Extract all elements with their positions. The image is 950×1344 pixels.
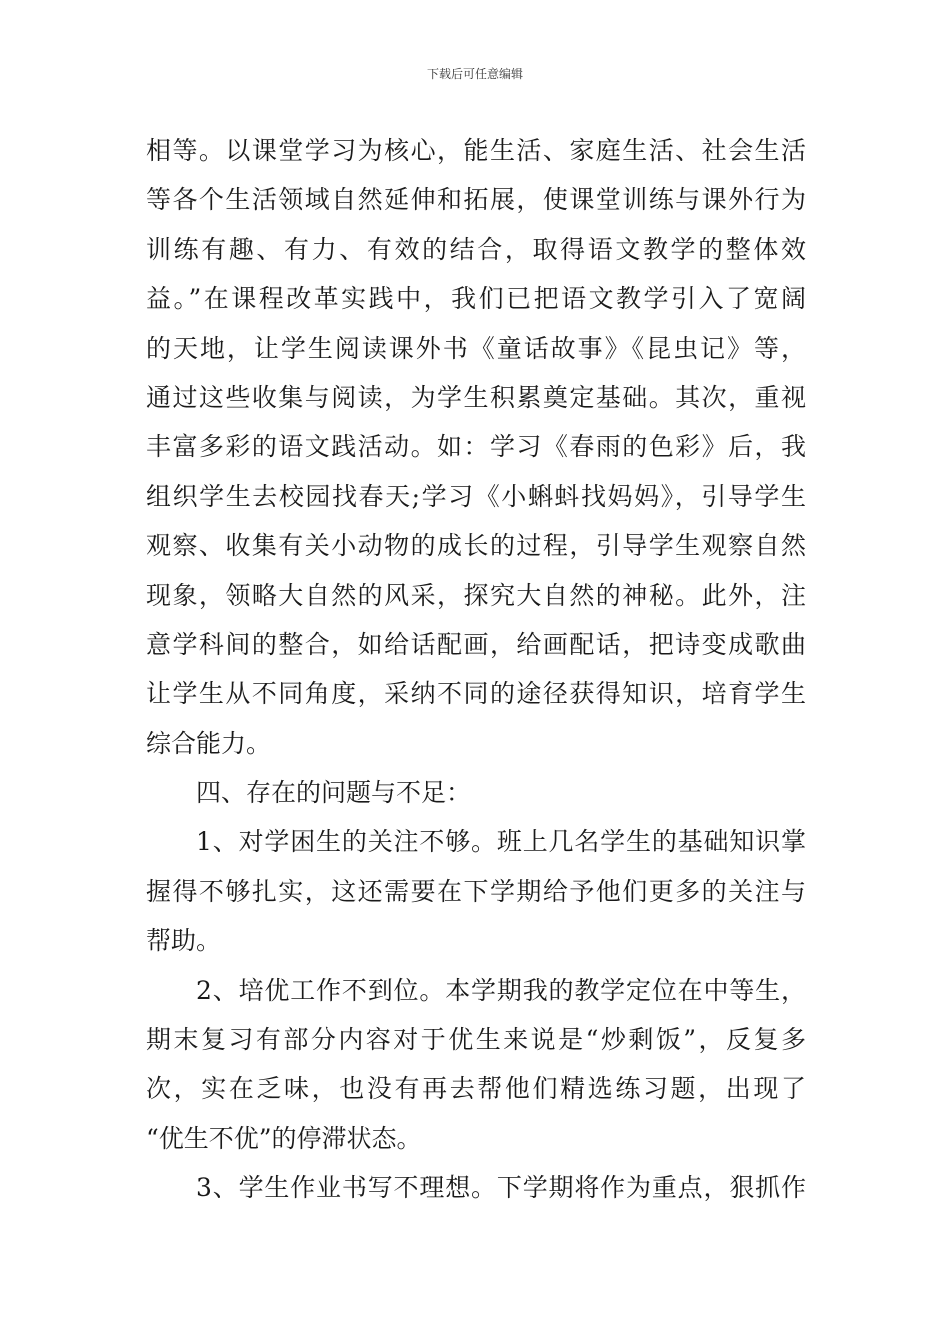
paragraph bbox=[146, 817, 806, 965]
text-line: 1、对学困生的关注不够。班上几名学生的基础知识掌 bbox=[196, 827, 806, 857]
text-line: 四、存在的问题与不足： bbox=[196, 778, 472, 808]
text-line: 的天地，让学生阅读课外书《童话故事》《昆虫记》等， bbox=[146, 333, 806, 363]
text-line: 3、学生作业书写不理想。下学期将作为重点，狠抓作 bbox=[196, 1173, 806, 1203]
paragraph bbox=[146, 126, 806, 768]
text-line: 等各个生活领域自然延伸和拓展，使课堂训练与课外行为 bbox=[146, 185, 806, 215]
text-line: 综合能力。 bbox=[146, 728, 272, 758]
text-line: 现象，领略大自然的风采，探究大自然的神秘。此外，注 bbox=[146, 580, 806, 610]
text-line: 次，实在乏味，也没有再去帮他们精选练习题，出现了 bbox=[146, 1074, 806, 1104]
text-line: 训练有趣、有力、有效的结合，取得语文教学的整体效 bbox=[146, 234, 806, 264]
section-heading bbox=[146, 768, 806, 817]
text-line: 益。”在课程改革实践中，我们已把语文教学引入了宽阔 bbox=[146, 284, 806, 314]
text-line: 握得不够扎实，这还需要在下学期给予他们更多的关注与 bbox=[146, 876, 806, 906]
text-line: 组织学生去校园找春天;学习《小蝌蚪找妈妈》，引导学生 bbox=[146, 481, 806, 511]
text-line: 期末复习有部分内容对于优生来说是“炒剩饭”，反复多 bbox=[146, 1025, 806, 1055]
text-line: 让学生从不同角度，采纳不同的途径获得知识，培育学生 bbox=[146, 679, 806, 709]
page-header: 下载后可任意编辑 bbox=[426, 67, 523, 81]
document-body bbox=[146, 126, 806, 1213]
text-line: 丰富多彩的语文践活动。如：学习《春雨的色彩》后，我 bbox=[146, 432, 806, 462]
text-line: 意学科间的整合，如给话配画，给画配话，把诗变成歌曲 bbox=[146, 629, 806, 659]
text-line: “优生不优”的停滞状态。 bbox=[146, 1123, 422, 1153]
text-line: 2、培优工作不到位。本学期我的教学定位在中等生， bbox=[196, 975, 806, 1005]
text-line: 帮助。 bbox=[146, 926, 222, 956]
text-line: 通过这些收集与阅读，为学生积累奠定基础。其次，重视 bbox=[146, 382, 806, 412]
paragraph bbox=[146, 966, 806, 1164]
text-line: 相等。以课堂学习为核心，能生活、家庭生活、社会生活 bbox=[146, 136, 806, 165]
paragraph bbox=[146, 1163, 806, 1212]
text-line: 观察、收集有关小动物的成长的过程，引导学生观察自然 bbox=[146, 531, 806, 561]
